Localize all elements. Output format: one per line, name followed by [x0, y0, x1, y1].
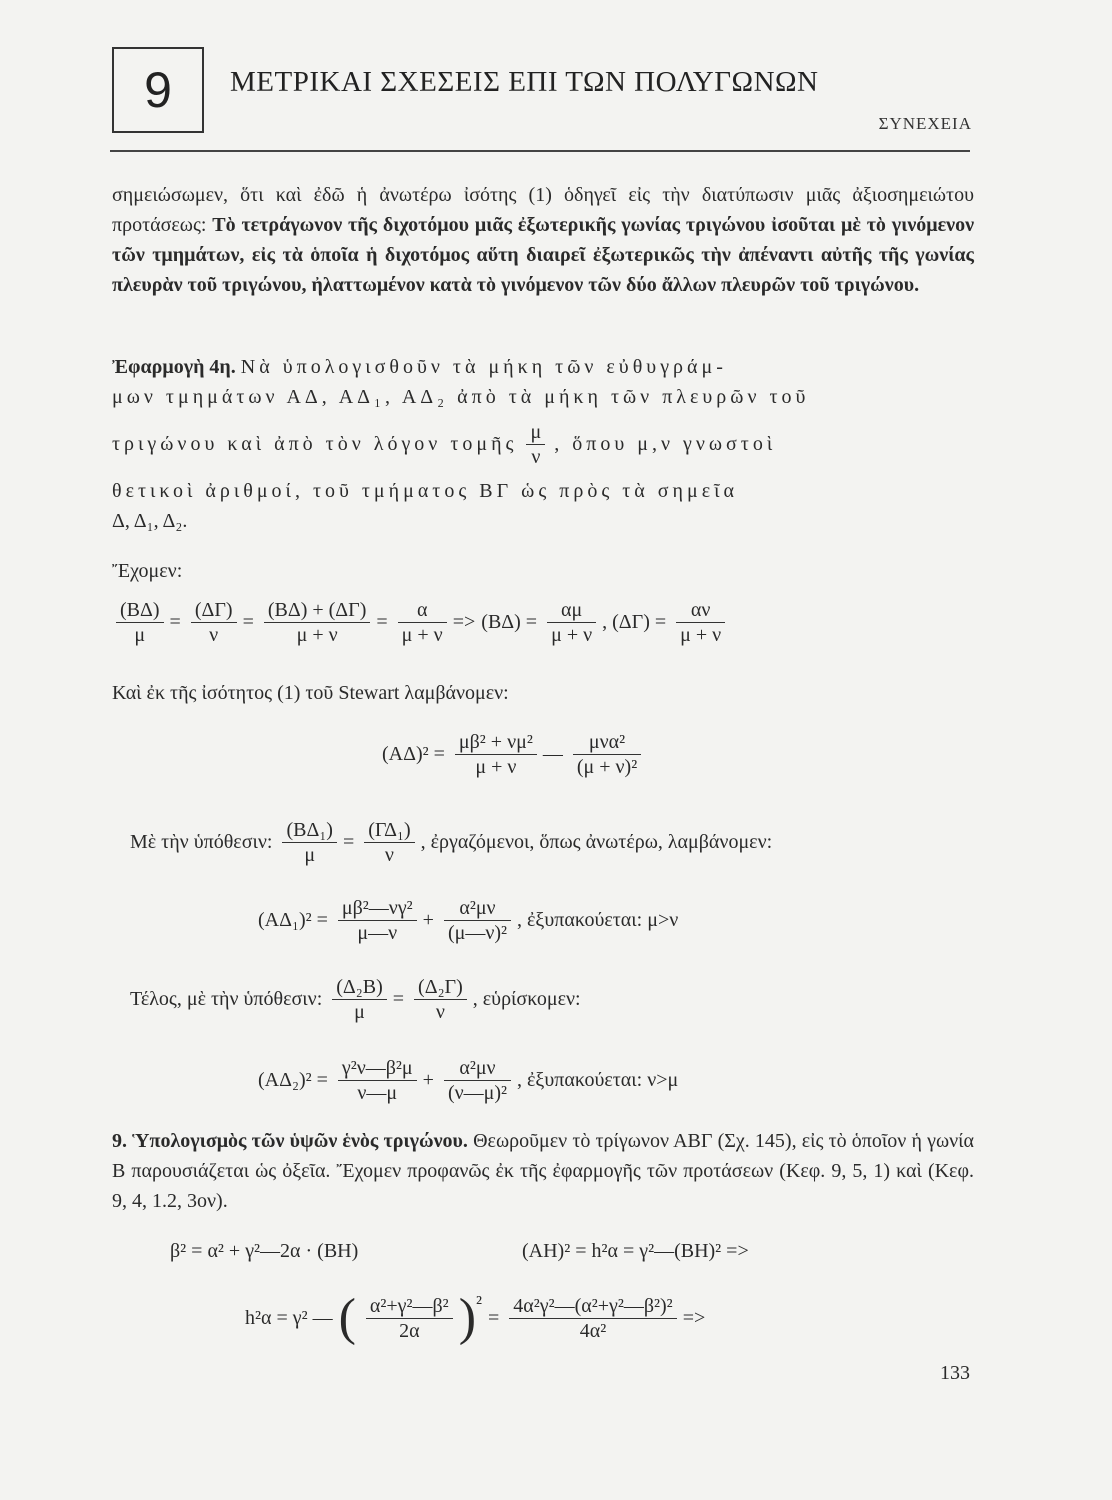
eq1-frac1 [116, 598, 164, 647]
eq1-f2d: ν [209, 624, 219, 646]
eq1-frac6 [676, 598, 725, 647]
eq6-frac2 [509, 1294, 676, 1343]
hyp1-tail: , ἐργαζόμενοι, ὅπως ἀνωτέρω, λαμβάνομεν: [420, 831, 773, 853]
eq6-close-paren: ) [458, 1289, 477, 1346]
app4-line4: θετικοὶ ἀριθμοί, τοῦ τμήματος ΒΓ ὡς πρὸς τὰ σημεῖα [112, 480, 738, 502]
chapter-subtitle: ΣΥΝΕΧΕΙΑ [878, 114, 972, 133]
eq4-f2n: α²μν [444, 1056, 511, 1081]
application-4 [112, 352, 974, 412]
eq1-f5n: αμ [547, 598, 596, 623]
eq2-f1d: μ + ν [475, 756, 517, 778]
eq1-frac3 [264, 598, 371, 647]
hyp1-frac1 [282, 818, 337, 867]
eq3-lhs: (ΑΔ₁)² = [258, 909, 328, 931]
ratio-fraction [526, 420, 545, 469]
eq1-equals1: = [169, 611, 181, 633]
eq1-f1n: (ΒΔ) [116, 598, 164, 623]
hyp1-f2d: ν [384, 844, 394, 866]
equation-ad2 [258, 1056, 684, 1105]
eq3-f1n: μβ²—νγ² [338, 896, 417, 921]
ratio-den: ν [531, 446, 541, 468]
hyp2-f1d: μ [354, 1001, 365, 1023]
hyp1-equals: = [342, 831, 355, 853]
app4-line3-b: , ὅπου μ,ν γνωστοὶ [554, 433, 777, 455]
hyp2-frac1 [332, 975, 387, 1024]
eq1-equals2: = [242, 611, 254, 633]
sec9-label: 9. Ὑπολογισμὸς τῶν ὑψῶν ἑνὸς τριγώνου. [112, 1130, 468, 1152]
eq4-frac2 [444, 1056, 511, 1105]
hypothesis-1 [130, 818, 778, 867]
eq1-bd: (ΒΔ) = [481, 611, 538, 633]
eq2-frac1 [455, 730, 537, 779]
eq4-frac1 [338, 1056, 417, 1105]
app4-line2: μων τμημάτων ΑΔ, ΑΔ₁, ΑΔ₂ ἀπὸ τὰ μήκη τῶν πλευρῶν τοῦ [112, 386, 810, 408]
eq1-f3n: (ΒΔ) + (ΔΓ) [264, 598, 371, 623]
eq6-lhs: h²α = γ² — [245, 1306, 333, 1329]
eq6-inner-d: 2α [399, 1319, 420, 1342]
eq2-lhs: (ΑΔ)² = [382, 743, 445, 765]
app4-line3 [112, 420, 776, 469]
eq1-f2n: (ΔΓ) [191, 598, 237, 623]
eq1-arrow: => [452, 611, 476, 633]
sec9-text: Θεωροῦμεν τὸ τρίγωνον ΑΒΓ (Σχ. 145), εἰς τὸ ὁποῖον ἡ γωνία Β παρουσιάζεται ὡς ὀξεῖα. Ἔχομεν προφανῶς ἐκ τῆς ἐφαρμογῆς τῶν προτάσεων (Κεφ. 9, 5, 1) καὶ (Κεφ. 9, 4, 1.2, 3ον). [112, 1130, 975, 1212]
eq6-square: ² [476, 1292, 483, 1314]
eq1-equals3: = [376, 611, 388, 633]
chapter-number: 9 [144, 62, 172, 118]
eq6-f2n: 4α²γ²—(α²+γ²—β²)² [509, 1294, 676, 1319]
eq2-f2n: μνα² [573, 730, 641, 755]
eq5-right: (ΑΗ)² = h²α = γ²—(ΒΗ)² => [522, 1240, 749, 1262]
eq3-frac2 [444, 896, 511, 945]
eq6-arrow: => [682, 1306, 706, 1329]
equation-h-alpha [245, 1289, 711, 1346]
equation-beta [170, 1240, 364, 1263]
hyp1-lead: Μὲ τὴν ὑπόθεσιν: [130, 831, 273, 853]
eq1-f4n: α [398, 598, 447, 623]
eq2-frac2 [573, 730, 641, 779]
eq6-f2d: 4α² [579, 1319, 607, 1342]
eq1-f4d: μ + ν [401, 624, 443, 646]
eq6-inner-n: α²+γ²—β² [366, 1294, 453, 1319]
eq6-equals: = [488, 1306, 500, 1329]
eq3-plus: + [422, 909, 434, 931]
chapter-number-box [112, 47, 204, 133]
section-9 [112, 1126, 974, 1216]
eq4-f1d: ν—μ [357, 1082, 398, 1104]
eq3-f1d: μ—ν [357, 922, 398, 944]
ratio-num: μ [526, 420, 545, 445]
equation-ad1 [258, 896, 684, 945]
eq4-f1n: γ²ν—β²μ [338, 1056, 417, 1081]
exomen-label: Ἔχομεν: [112, 560, 183, 582]
hyp2-equals: = [392, 988, 405, 1010]
equation-ad [382, 730, 647, 779]
eq3-tail: , ἐξυπακούεται: μ>ν [517, 909, 679, 931]
header-rule [110, 150, 970, 152]
hyp2-frac2 [414, 975, 467, 1024]
app4-line3-a: τριγώνου καὶ ἀπὸ τὸν λόγον τομῆς [112, 433, 518, 455]
eq3-frac1 [338, 896, 417, 945]
eq5-left: β² = α² + γ²—2α · (ΒΗ) [170, 1240, 359, 1262]
app4-line1: Νὰ ὑπολογισθοῦν τὰ μήκη τῶν εὐθυγράμ- [240, 356, 727, 378]
hyp2-f1n: (Δ₂Β) [332, 975, 387, 1000]
hyp1-frac2 [364, 818, 414, 867]
eq4-tail: , ἐξυπακούεται: ν>μ [517, 1069, 679, 1091]
para1-theorem: Τὸ τετράγωνον τῆς διχοτόμου μιᾶς ἐξωτερικῆς γωνίας τριγώνου ἰσοῦται μὲ τὸ γινόμενον τῶν τμημάτων, εἰς τὰ ὁποῖα ἡ διχοτόμος αὕτη διαιρεῖ ἐξωτερικῶς τὴν ἀπέναντι αὐτῆς τῆς γωνίας πλευρὰν τοῦ τριγώνου, ἠλαττωμένον κατὰ τὸ γινόμενον τῶν δύο ἄλλων πλευρῶν τοῦ τριγώνου. [112, 214, 975, 296]
app4-label: Ἐφαρμογὴ 4η. [112, 356, 236, 378]
hyp1-f1n: (ΒΔ₁) [282, 818, 337, 843]
hyp1-f1d: μ [304, 844, 316, 866]
equation-ratio [112, 598, 731, 647]
eq1-dg: , (ΔΓ) = [602, 611, 667, 633]
paragraph-bisector [112, 180, 974, 300]
eq1-frac4 [398, 598, 447, 647]
eq1-f3d: μ + ν [296, 624, 338, 646]
eq1-f6n: αν [676, 598, 725, 623]
eq6-inner-frac [366, 1294, 453, 1343]
eq1-f5d: μ + ν [551, 624, 593, 646]
eq4-plus: + [422, 1069, 434, 1091]
hypothesis-2 [130, 975, 587, 1024]
eq2-f2d: (μ + ν)² [576, 756, 638, 778]
stewart-line: Καὶ ἐκ τῆς ἰσότητος (1) τοῦ Stewart λαμβάνομεν: [112, 682, 509, 704]
equation-ah [522, 1240, 755, 1263]
page-number: 133 [940, 1362, 970, 1384]
app4-line5: Δ, Δ₁, Δ₂. [112, 510, 188, 532]
eq4-f2d: (ν—μ)² [447, 1082, 508, 1104]
hyp2-f2d: ν [435, 1001, 445, 1023]
hyp2-lead: Τέλος, μὲ τὴν ὑπόθεσιν: [130, 988, 323, 1010]
eq1-f6d: μ + ν [680, 624, 722, 646]
hyp2-f2n: (Δ₂Γ) [414, 975, 467, 1000]
eq6-open-paren: ( [338, 1289, 356, 1346]
eq2-f1n: μβ² + νμ² [455, 730, 537, 755]
eq3-f2d: (μ—ν)² [447, 922, 508, 944]
eq4-lhs: (ΑΔ₂)² = [258, 1069, 328, 1091]
para1-lead: σημειώσωμεν, ὅτι καὶ ἐδῶ ἡ ἀνωτέρω ἰσότης (1) ὁδηγεῖ εἰς τὴν διατύπωσιν μιᾶς ἀξιοσημειώτου προτάσεως: [112, 184, 974, 236]
eq1-f1d: μ [134, 624, 146, 646]
eq1-frac2 [191, 598, 237, 647]
hyp2-tail: , εὑρίσκομεν: [472, 988, 581, 1010]
eq2-minus: — [542, 743, 563, 765]
chapter-title: ΜΕΤΡΙΚΑΙ ΣΧΕΣΕΙΣ ΕΠΙ ΤΩΝ ΠΟΛΥΓΩΝΩΝ [230, 66, 819, 98]
eq3-f2n: α²μν [444, 896, 511, 921]
hyp1-f2n: (ΓΔ₁) [364, 818, 414, 843]
eq1-frac5 [547, 598, 596, 647]
